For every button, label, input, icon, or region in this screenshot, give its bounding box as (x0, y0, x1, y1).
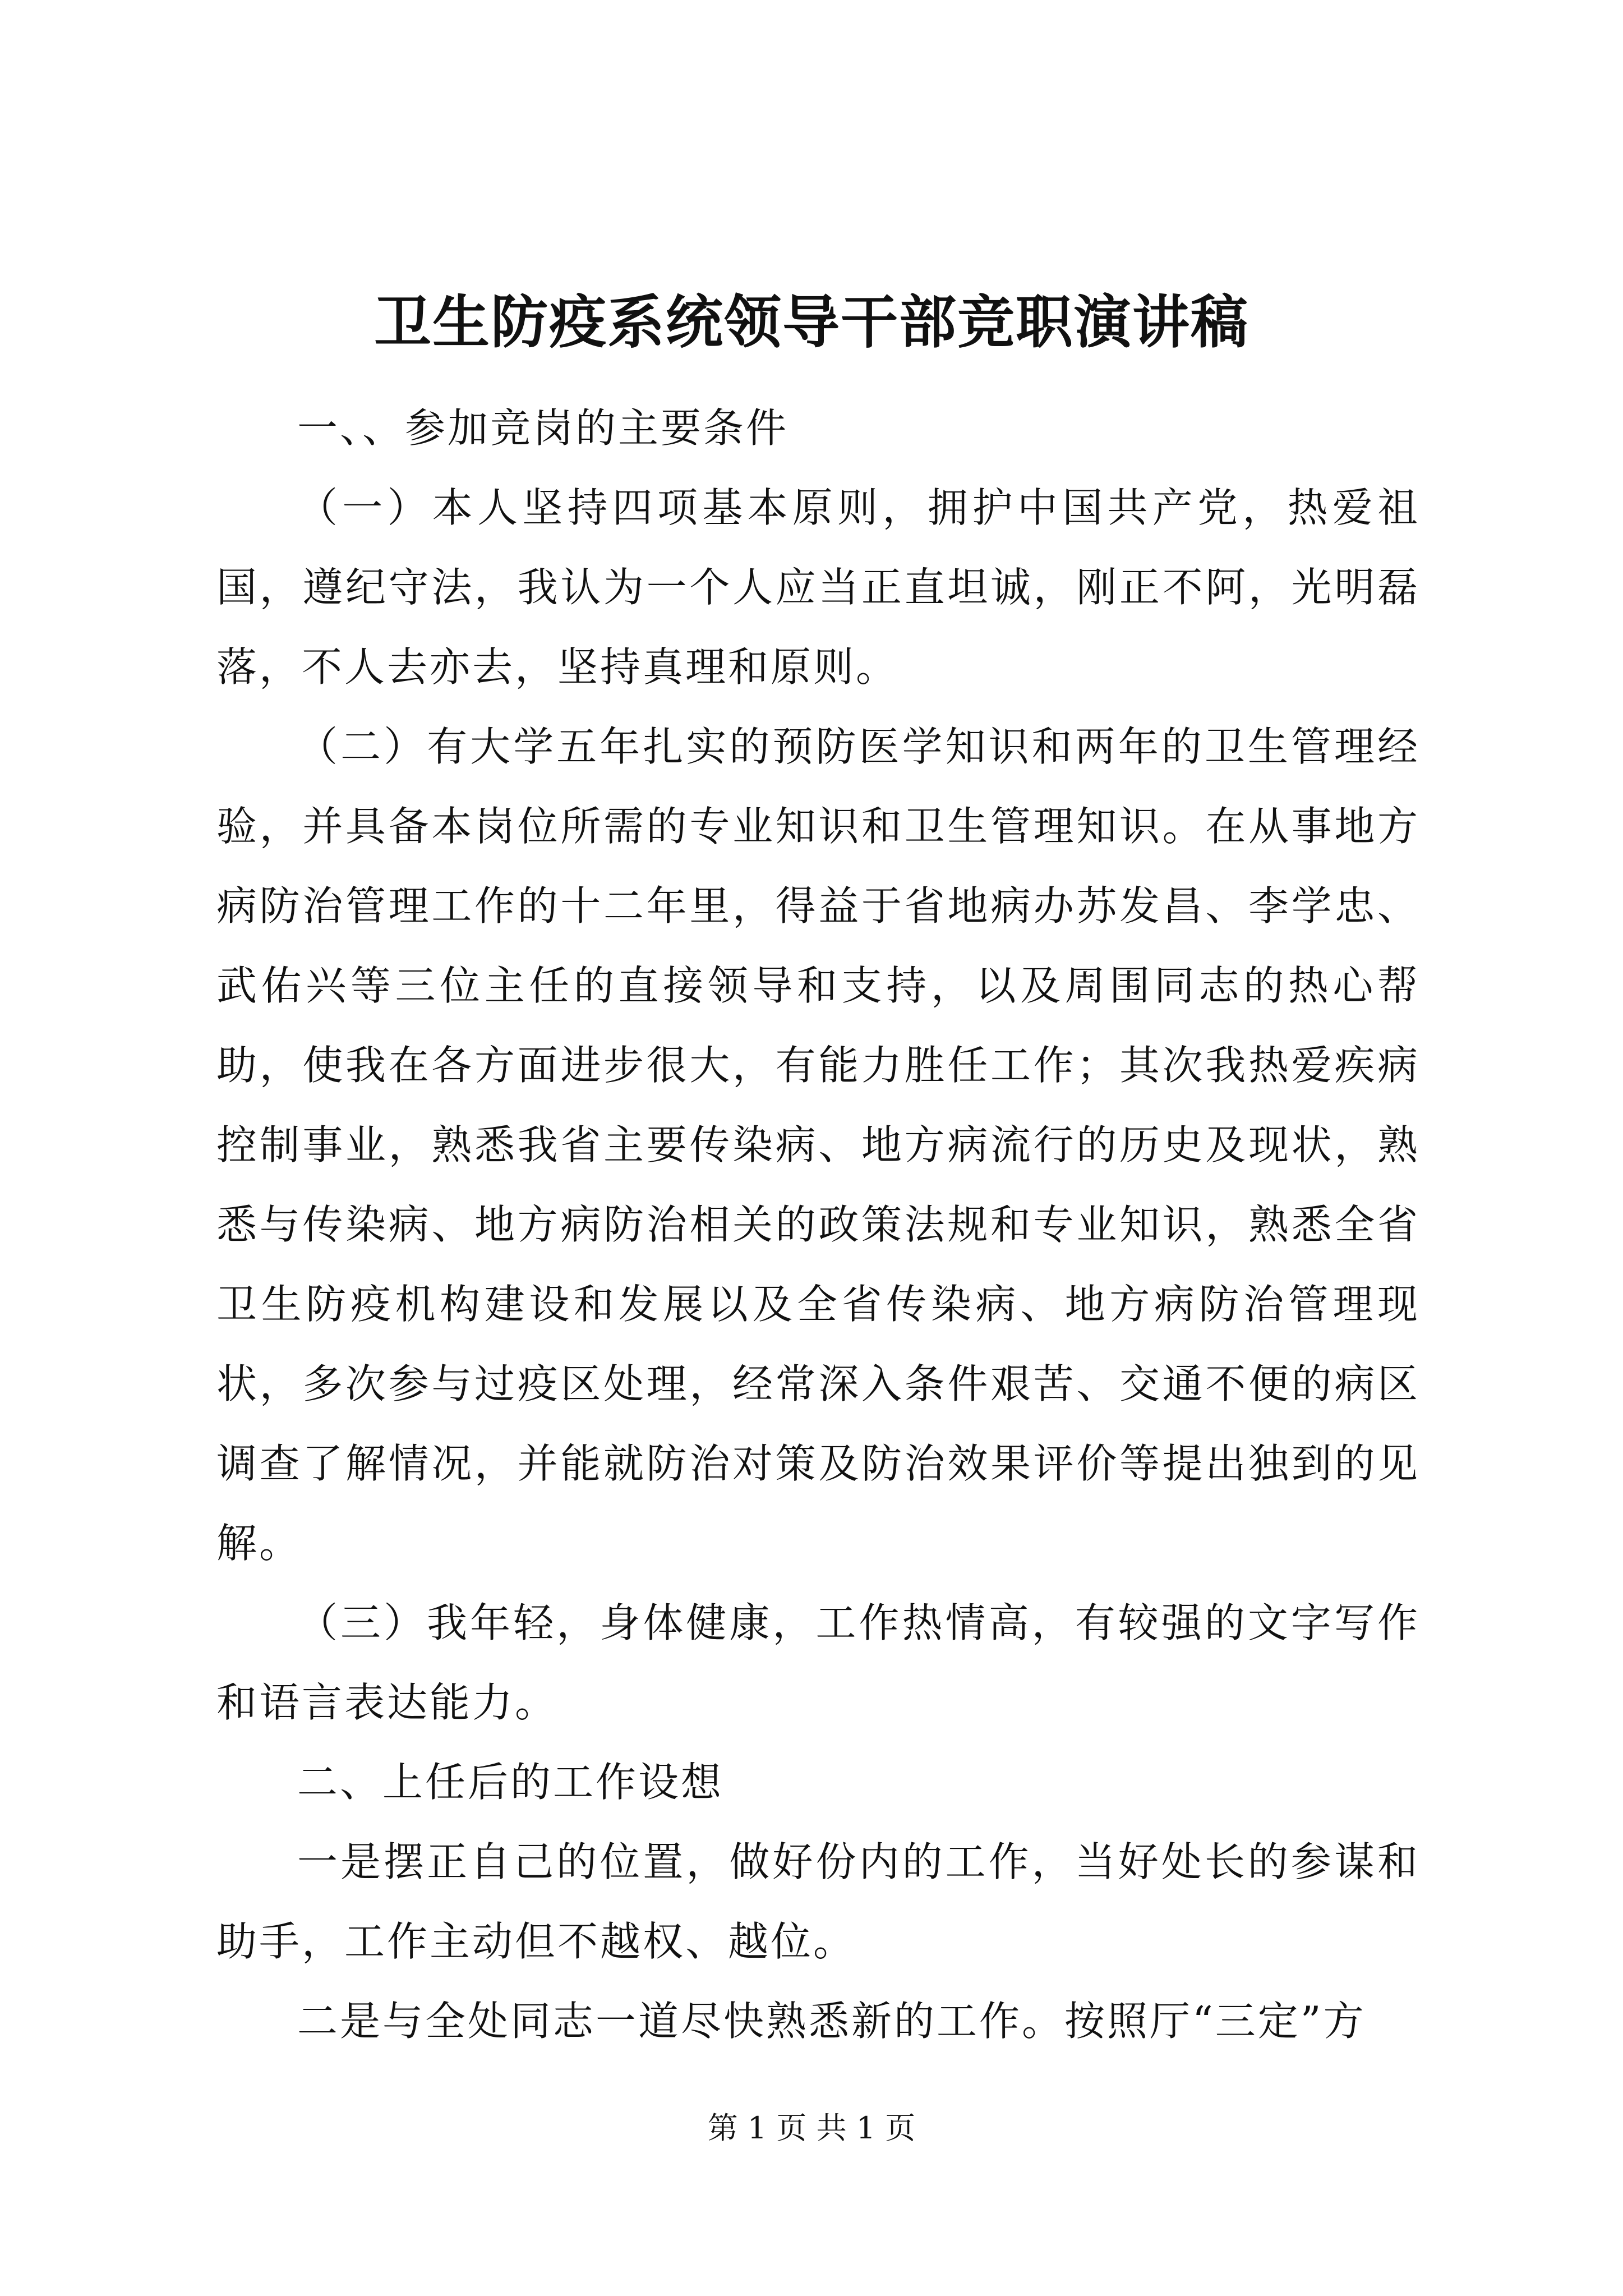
paragraph-condition-3: （三）我年轻，身体健康，工作热情高，有较强的文字写作和语言表达能力。 (216, 1599, 1420, 1726)
paragraph-plan-2: 二是与全处同志一道尽快熟悉新的工作。按照厅“三定”方 (297, 1998, 1366, 2045)
paragraph-plan-1: 一是摆正自己的位置，做好份内的工作，当好处长的参谋和助手，工作主动但不越权、越位。 (216, 1838, 1420, 1965)
paragraph-condition-2: （二）有大学五年扎实的预防医学知识和两年的卫生管理经验，并具备本岗位所需的专业知识和卫生管理知识。在从事地方病防治管理工作的十二年里，得益于省地病办苏发昌、李学忠、武佑兴等三位主任的直接领导和支持，以及周围同志的热心帮助，使我在各方面进步很大，有能力胜任工作；其次我热爱疾病控制事业，熟悉我省主要传染病、地方病流行的历史及现状，熟悉与传染病、地方病防治相关的政策法规和专业知识，熟悉全省卫生防疫机构建设和发展以及全省传染病、地方病防治管理现状，多次参与过疫区处理，经常深入条件艰苦、交通不便的病区调查了解情况，并能就防治对策及防治效果评价等提出独到的见解。 (216, 723, 1420, 1567)
document-title: 卫生防疫系统领导干部竞职演讲稿 (374, 289, 1249, 356)
document-body (216, 388, 1420, 2061)
section-heading-1: 一、、参加竞岗的主要条件 (297, 404, 789, 452)
section-heading-2: 二、上任后的工作设想 (297, 1759, 724, 1806)
paragraph-condition-1: （一）本人坚持四项基本原则，拥护中国共产党，热爱祖国，遵纪守法，我认为一个人应当正直坦诚，刚正不阿，光明磊落，不人去亦去，坚持真理和原则。 (216, 484, 1420, 691)
page-footer: 第 1 页 共 1 页 (707, 2110, 916, 2146)
